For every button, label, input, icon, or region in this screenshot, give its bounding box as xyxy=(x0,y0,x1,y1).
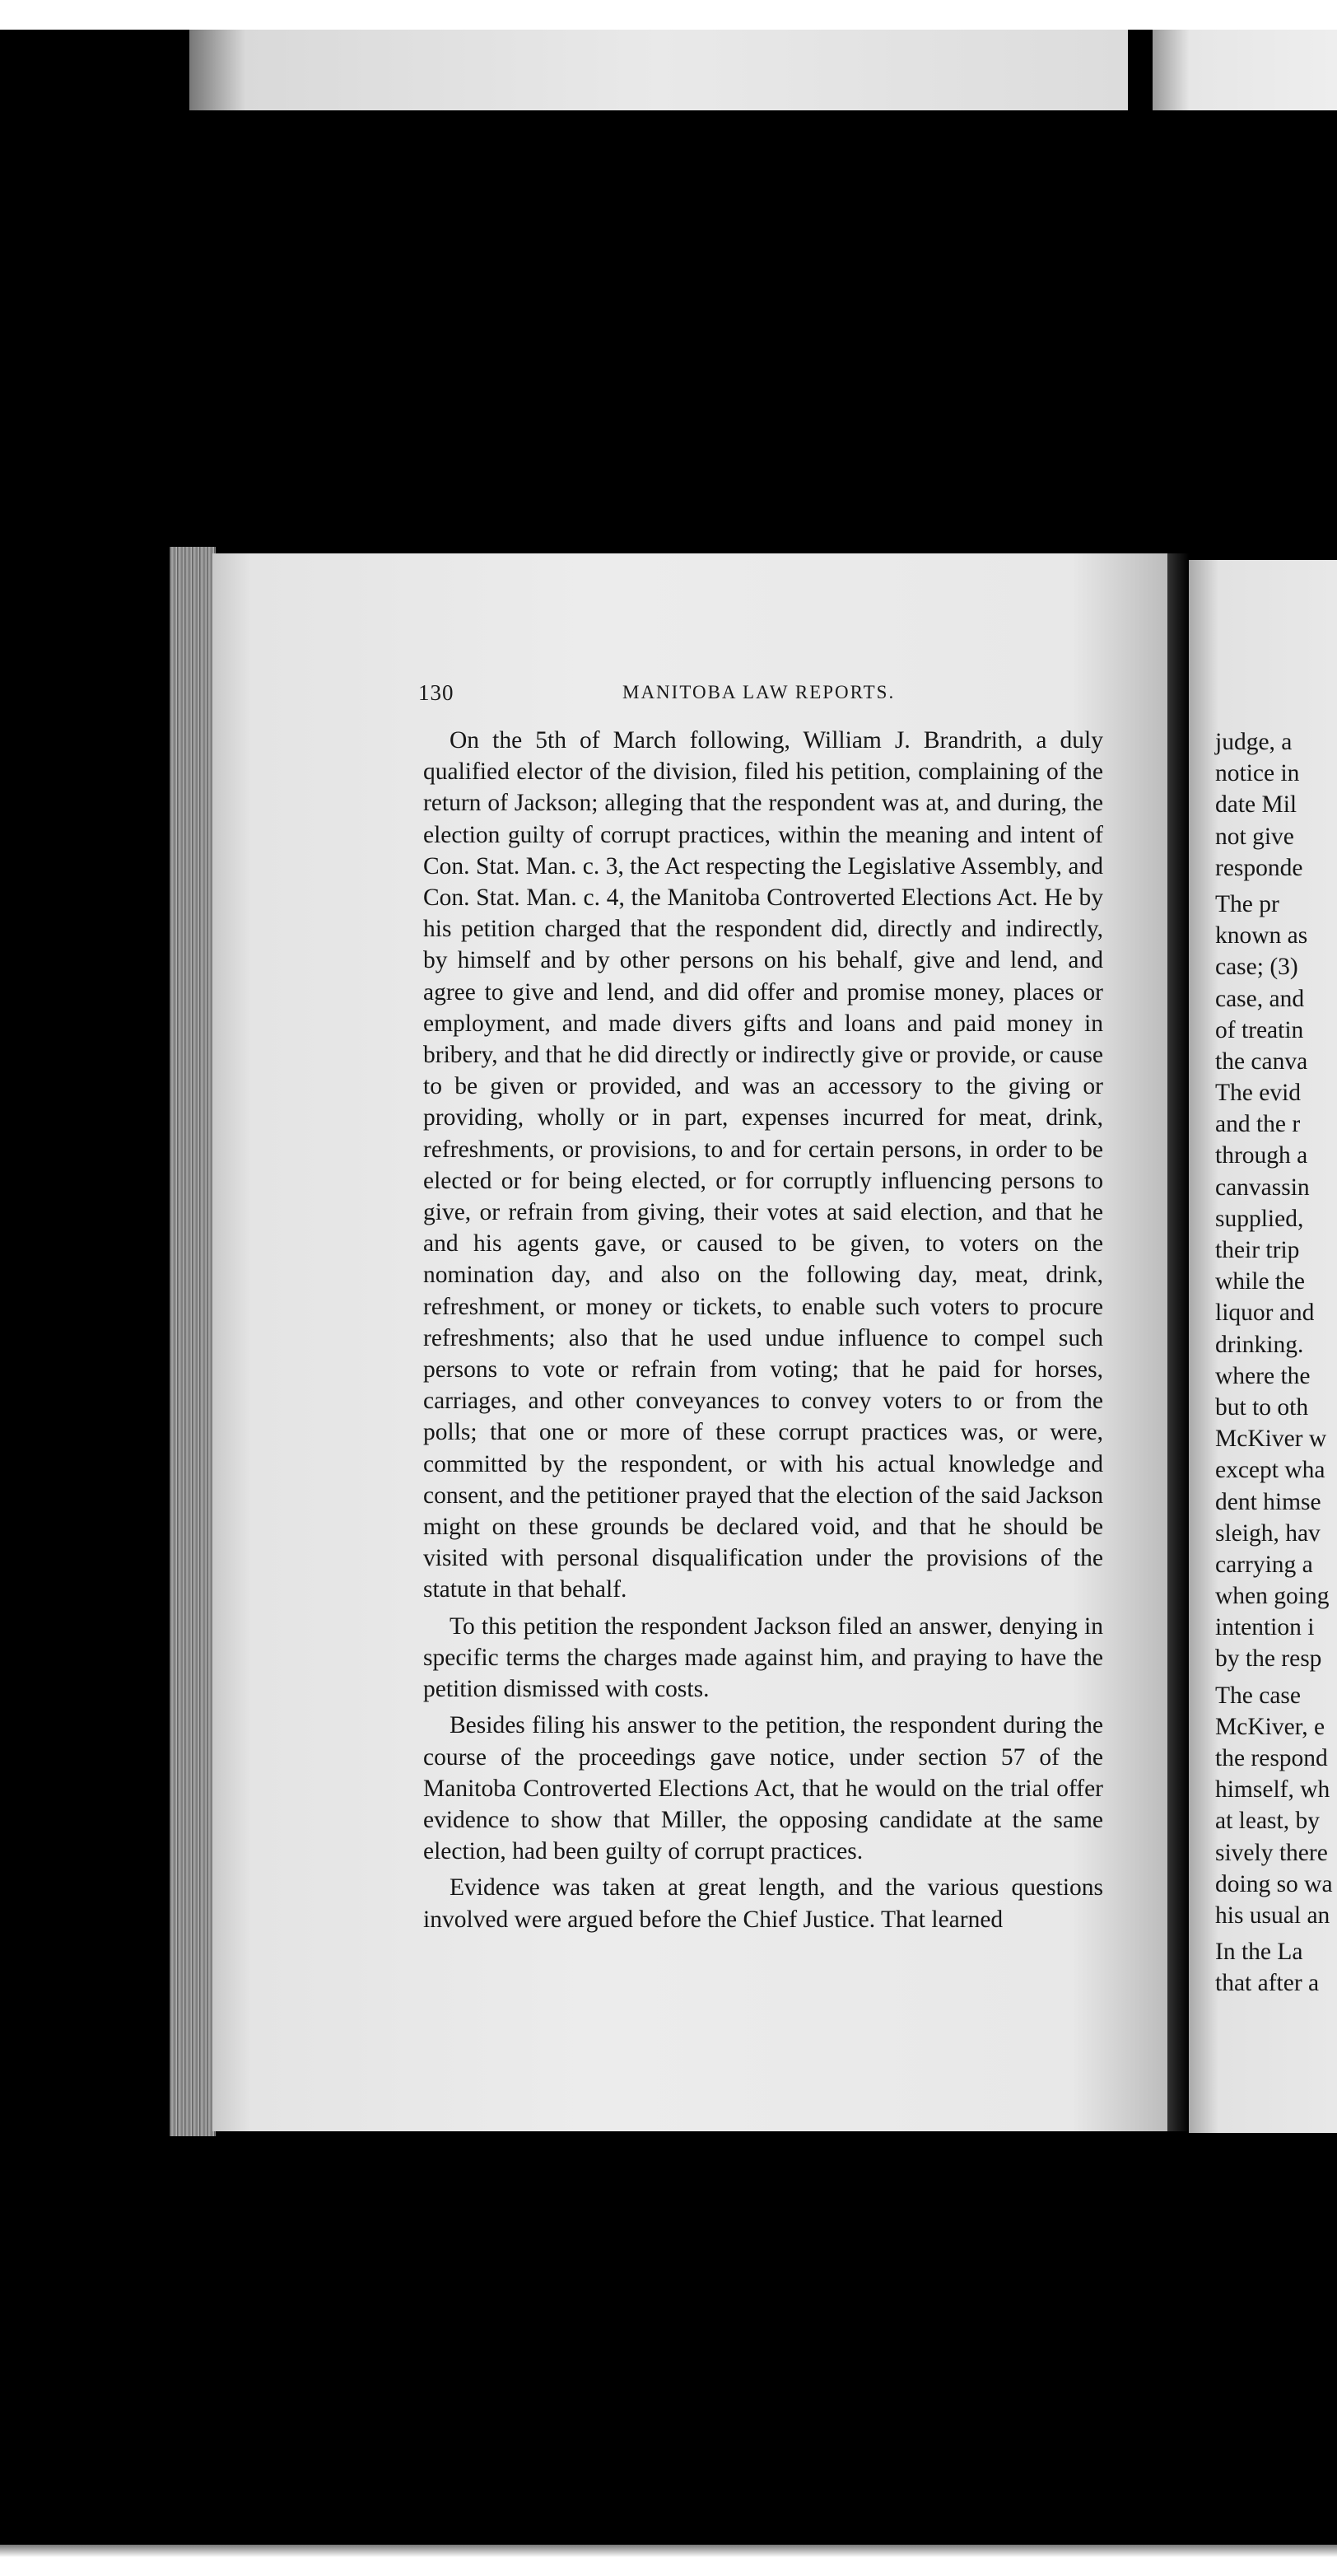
facing-page-line: drinking. xyxy=(1215,1331,1304,1358)
facing-page-line: liquor and xyxy=(1215,1300,1315,1327)
page-number: 130 xyxy=(418,680,454,705)
facing-page-line: The evid xyxy=(1215,1080,1302,1107)
facing-page-line: their trip xyxy=(1215,1237,1300,1263)
facing-page-line: by the resp xyxy=(1215,1645,1322,1673)
facing-page-line: judge, a xyxy=(1215,729,1293,755)
facing-page-text xyxy=(1215,726,1333,2000)
facing-page-line: the respond xyxy=(1215,1745,1328,1771)
facing-page-line: his usual an xyxy=(1215,1902,1330,1929)
facing-page-line: of treatin xyxy=(1215,1016,1304,1043)
facing-page-line: date Mil xyxy=(1215,791,1297,819)
scan-top-border xyxy=(0,0,1337,30)
facing-page-line: the canva xyxy=(1215,1048,1308,1075)
facing-page-line: carrying a xyxy=(1215,1551,1313,1578)
facing-page-line: canvassin xyxy=(1215,1174,1310,1201)
facing-page-line: himself, wh xyxy=(1215,1776,1330,1804)
facing-page-line: where the xyxy=(1215,1362,1311,1389)
scan-bottom-border xyxy=(0,2545,1337,2576)
facing-page-line: supplied, xyxy=(1215,1205,1304,1232)
facing-page-line: known as xyxy=(1215,922,1308,950)
facing-page-line: In the La xyxy=(1215,1939,1303,1966)
facing-page-line: and the r xyxy=(1215,1111,1301,1138)
facing-page-line: at least, by xyxy=(1215,1808,1320,1835)
book-gutter xyxy=(1167,553,1189,2131)
paragraph-evidence: Evidence was taken at great length, and the various questions involved were argued before the Chief Justice. That learned xyxy=(423,1874,1103,1933)
facing-page-line: while the xyxy=(1215,1268,1305,1295)
facing-page-line: through a xyxy=(1215,1142,1308,1169)
page-header xyxy=(418,680,1102,713)
facing-page-line: sively there xyxy=(1215,1839,1328,1866)
paragraph-notice: Besides filing his answer to the petition, the respondent during the course of the proceedings gave notice, under section 57 of the Manitoba Controverted Elections Act, that he would on the trial offer evidence to show that Miller, the opposing candidate at the same election, had been guilty of corrupt practices. xyxy=(423,1712,1103,1865)
facing-page-line: but to oth xyxy=(1215,1393,1309,1421)
facing-page-line: not give xyxy=(1215,823,1294,850)
facing-page-line: case, and xyxy=(1215,985,1305,1012)
facing-page-line: doing so wa xyxy=(1215,1870,1333,1897)
facing-page-line: The pr xyxy=(1215,890,1279,917)
facing-page-line: sleigh, hav xyxy=(1215,1519,1321,1547)
running-head: MANITOBA LAW REPORTS. xyxy=(622,682,896,702)
facing-page-line: McKiver, e xyxy=(1215,1713,1325,1740)
previous-scan-page-left xyxy=(189,30,1128,110)
facing-page-line: case; (3) xyxy=(1215,954,1298,981)
facing-page-line: that after a xyxy=(1215,1970,1320,1997)
facing-page-line: dent himse xyxy=(1215,1488,1321,1515)
previous-scan-page-right xyxy=(1153,30,1337,110)
facing-page-line: responde xyxy=(1215,854,1303,881)
book-page-edges xyxy=(170,547,216,2136)
facing-page-line: intention i xyxy=(1215,1614,1315,1641)
facing-page-line: The case xyxy=(1215,1682,1301,1709)
facing-page-line: when going xyxy=(1215,1583,1330,1610)
facing-page-line: notice in xyxy=(1215,760,1300,787)
facing-page-line: McKiver w xyxy=(1215,1426,1327,1453)
facing-page-line: except wha xyxy=(1215,1457,1325,1484)
main-body-text xyxy=(423,725,1103,1940)
facing-page xyxy=(1189,560,1337,2133)
paragraph-petition: On the 5th of March following, William J. Brandrith, a duly qualified elector of the division, filed his petition, complaining of the return of Jackson; alleging that the respondent was at, and during, the election guilty of corrupt practices, within the meaning and intent of Con. Stat. Man. c. 3, the Act respecting the Legislative Assembly, and Con. Stat. Man. c. 4, the Manitoba Controverted Elections Act. He by his petition charged that the respondent did, directly and indirectly, by himself and by other persons on his behalf, give and lend, and agree to give and lend, and did offer and promise money, places or employment, and made divers gifts and loans and paid money in bribery, and that he did directly or indirectly give or provide, or cause to be given or provided, and was an accessory to the giving or providing, wholly or in part, expenses incurred for meat, drink, refreshments, or provisions, to and for certain persons, in order to be elected or for being elected, or for corruptly influencing persons to give, or refrain from giving, their votes at said election, and that he and his agents gave, or caused to be given, to voters on the nomination day, and also on the following day, meat, drink, refreshment, or money or tickets, to enable such voters to procure refreshments; also that he used undue influence to compel such persons to vote or refrain from voting; that he paid for horses, carriages, and other conveyances to convey voters to or from the polls; that one or more of these corrupt practices was, or were, committed by the respondent, or with his actual knowledge and consent, and the petitioner prayed that the election of the said Jackson might on these grounds be declared void, and that he should be visited with personal disqualification under the provisions of the statute in that behalf. xyxy=(423,727,1103,1603)
paragraph-answer: To this petition the respondent Jackson filed an answer, denying in specific terms the charges made against him, and praying to have the petition dismissed with costs. xyxy=(423,1612,1103,1703)
